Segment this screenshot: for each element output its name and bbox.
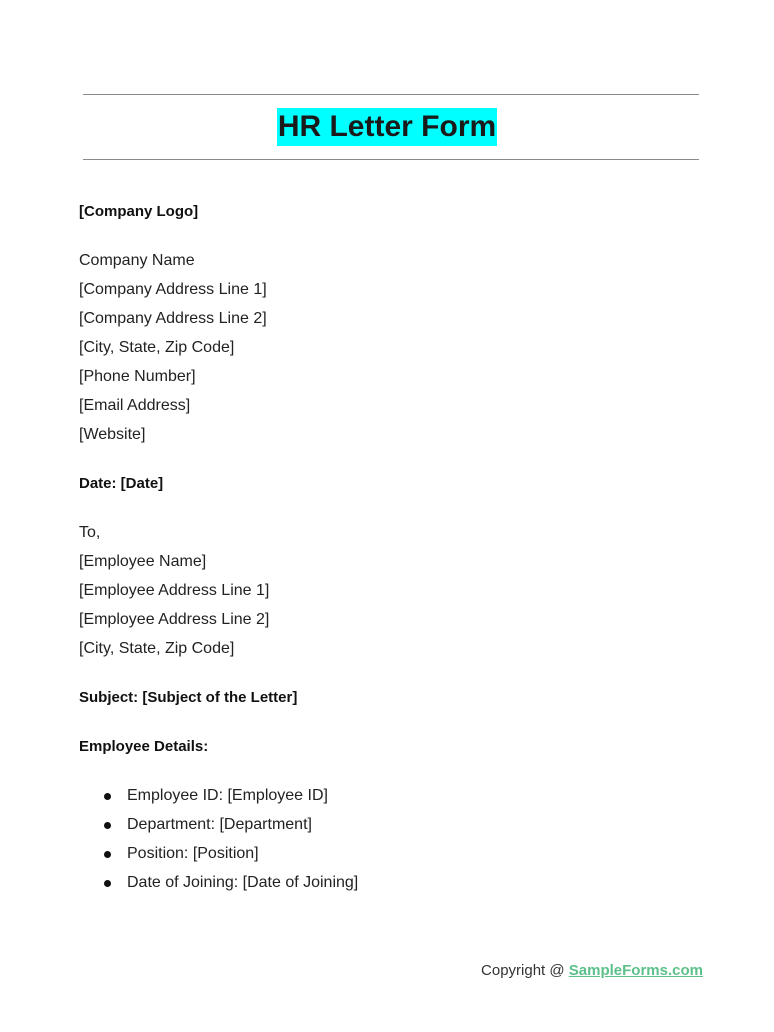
company-email: [Email Address] (79, 397, 191, 414)
title-top-rule (83, 94, 699, 95)
recipient-city-state-zip: [City, State, Zip Code] (79, 640, 235, 657)
bullet-icon (104, 851, 111, 858)
recipient-address-line-2: [Employee Address Line 2] (79, 611, 270, 628)
recipient-address-line-1: [Employee Address Line 1] (79, 582, 270, 599)
recipient-salutation: To, (79, 524, 101, 541)
company-address-line-2: [Company Address Line 2] (79, 310, 267, 327)
list-item (79, 842, 699, 871)
employee-id-item: Employee ID: [Employee ID] (127, 787, 328, 804)
page-title: HR Letter Form (277, 108, 497, 146)
recipient-name: [Employee Name] (79, 553, 207, 570)
company-phone: [Phone Number] (79, 368, 196, 385)
copyright-prefix: Copyright @ (481, 962, 569, 979)
position-item: Position: [Position] (127, 845, 259, 862)
copyright-footer (481, 962, 703, 979)
bullet-icon (104, 880, 111, 887)
bullet-icon (104, 793, 111, 800)
department-item: Department: [Department] (127, 816, 312, 833)
company-website: [Website] (79, 426, 146, 443)
company-logo-placeholder: [Company Logo] (79, 203, 199, 220)
sampleforms-link[interactable]: SampleForms.com (568, 962, 703, 979)
employee-details-heading: Employee Details: (79, 738, 209, 755)
employee-details-list (79, 784, 699, 900)
list-item (79, 871, 699, 900)
list-item (79, 813, 699, 842)
subject-line: Subject: [Subject of the Letter] (79, 689, 298, 706)
company-address-line-1: [Company Address Line 1] (79, 281, 267, 298)
title-bottom-rule (83, 159, 699, 160)
bullet-icon (104, 822, 111, 829)
company-name: Company Name (79, 252, 195, 269)
letter-body (79, 200, 699, 900)
list-item (79, 784, 699, 813)
date-line: Date: [Date] (79, 475, 164, 492)
title-container (0, 108, 774, 146)
date-of-joining-item: Date of Joining: [Date of Joining] (127, 874, 359, 891)
company-city-state-zip: [City, State, Zip Code] (79, 339, 235, 356)
